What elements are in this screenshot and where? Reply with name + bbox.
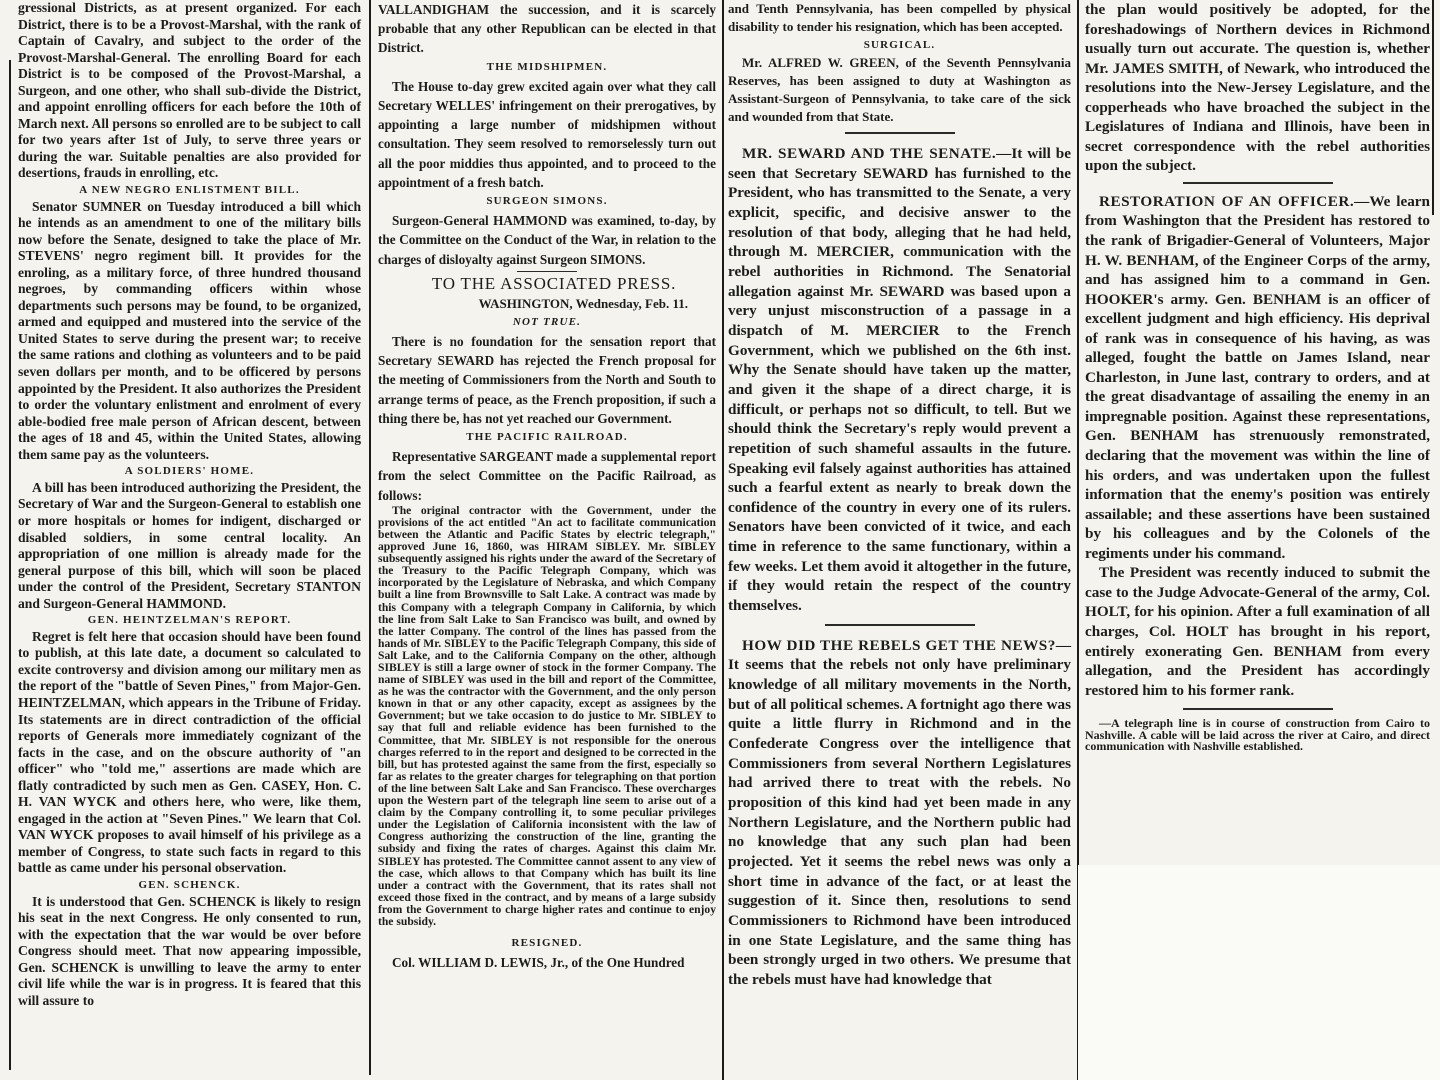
article-paragraph: The House to-day grew excited again over what they call Secretary WELLES' infringement on their prerogatives, by appointing a large number of midshipmen without consultation. They seem resolved to remorselessly turn out all the poor middies thus appointed, and to proceed to the appointment of a fresh batch. [378, 78, 716, 190]
column-rule [369, 0, 371, 1075]
article-paragraph: Col. WILLIAM D. LEWIS, Jr., of the One Hundred [392, 955, 685, 971]
article-heading: A SOLDIERS' HOME. [124, 465, 255, 478]
blank-paper-area [1078, 865, 1440, 1080]
column-4 [1085, 0, 1430, 753]
article-paragraph [1085, 192, 1430, 563]
article-heading: THE PACIFIC RAILROAD. [466, 430, 628, 443]
article-paragraph: The original contractor with the Government, under the provisions of the act entitled "An act to facilitate communication between the Atlantic and Pacific States by electric telegraph," approved June 16, 1860, was HIRAM SIBLEY. Mr. SIBLEY subsequently assigned his rights under the award of the Secretary of the Treasury to the Pacific Telegraph Company, which was incorporated by the Legislature of Nebraska, and which Company built a line from Brownsville to Salt Lake. A contract was made by this Company with a telegraph Company in California, by which the line from Salt Lake to San Francisco was built, and owned by the latter Company. The control of the lines has passed from the hands of Mr. SIBLEY to the Pacific Telegraph Company, this side of Salt Lake, and to the California Company on the other, although SIBLEY is still a large owner of stock in the former Company. The name of SIBLEY was used in the bill and report of the Committee, as he was the contractor with the Government, and the only person known in that or any other capacity, except as assignees by the Government; but we take occasion to do justice to Mr. SIBLEY to say that full and reliable evidence has been furnished to the Committee, that Mr. SIBLEY is not responsible for the onerous charges referred to in the report and designed to be corrected in the bill, but has protested against the same from the first, especially so far as relates to the greater charges for telegraphing on that portion of the line between Salt Lake and San Francisco. These overcharges upon the Western part of the telegraph line seem to arise out of a claim by the Company controlling it, to some peculiar privileges under the Legislation of California inconsistent with the law of Congress authorizing the construction of the line, granting the subsidy and fixing the rates of charges. Against this claim Mr. SIBLEY has protested. The Committee cannot assent to any view of the case, which allows to that Company which has built its line under a contract with the Government, that its rates shall not exceed those fixed in the contract, and by means of a large subsidy from the Government to charge higher rates and continue to enjoy the subsidy. [378, 503, 716, 928]
article-paragraph: the plan would positively be adopted, for the foreshadowings of Northern devices in Richmond usually turn out accurate. The question is, whether Mr. JAMES SMITH, of Newark, who introduced the resolutions into the New-Jersey Legislature, and the copperheads who have broached the subject in the Legislatures of Indiana and Illinois, have been in secret correspondence with the rebel authorities upon the subject. [1085, 1, 1430, 175]
article-paragraph: and Tenth Pennsylvania, has been compelled by physical disability to tender his resignation, which has been accepted. [728, 1, 1071, 34]
section-title: TO THE ASSOCIATED PRESS. [431, 274, 677, 294]
article-paragraph: gressional Districts, as at present organized. For each District, there is to be a Provost-Marshal, with the rank of Captain of Cavalry, and subject to the order of the Provost-Marshal-General. The enrolling Board for each District is to be composed of the Provost-Marshal, a Surgeon, and one other, who shall sub-divide the District, and appoint enrolling officers for each before the 10th of March next. All persons so enrolled are to be subject to call for two years after 1st of July, to serve three years or during the war. Suitable penalties are also provided for desertions, frauds in enrolling, etc. [18, 0, 361, 181]
article-heading: THE MIDSHIPMEN. [486, 60, 608, 73]
divider-rule [1183, 708, 1333, 710]
article-paragraph: It is understood that Gen. SCHENCK is likely to resign his seat in the next Congress. He only consented to run, with the expectation that the war would be over before Congress should meet. That now appearing impossible, Gen. SCHENCK is unwilling to leave the army to enter civil life while the war is in progress. It is feared that this will assure to [18, 893, 361, 1008]
article-heading: SURGICAL. [863, 39, 936, 51]
article-block [728, 0, 1071, 126]
article-lead: HOW DID THE REBELS GET THE NEWS? [742, 636, 1056, 654]
article-paragraph: —A telegraph line is in course of construction from Cairo to Nashville. A cable will be laid across the river at Cairo, and direct communication with Nashville established. [1085, 716, 1430, 754]
article-paragraph: The President was recently induced to submit the case to the Judge Advocate-General of the army, Col. HOLT, for his opinion. After a full examination of all charges, Col. HOLT has brought in his report, entirely exonerating Gen. BENHAM from every allegation, and the President has accordingly restored him to his former rank. [1085, 564, 1430, 699]
article-paragraph: Regret is felt here that occasion should have been found to publish, at this late date, a document so calculated to excite controversy and division among our military men as the report of the "battle of Seven Pines," from Major-Gen. HEINTZELMAN, which appears in the Tribune of Friday. Its statements are in direct contradiction of the official reports of Generals more immediately cognizant of the facts in the case, and on the obscure authority of "an officer" who "told me," assertions are made which are flatly contradicted by such men as Gen. CASEY, Hon. C. H. VAN WYCK and others here, who were, like them, engaged in the action at "Seven Pines." We learn that Col. VAN WYCK proposes to avail himself of his privilege as a member of Congress, to state such facts in regard to this battle as came under his personal observation. [18, 628, 361, 876]
column-1 [18, 0, 361, 1009]
article-paragraph: There is no foundation for the sensation report that Secretary SEWARD has rejected the French proposal for the meeting of Commissioners from the North and South to arrange terms of peace, as the French proposition, if such a thing there be, has not yet reached our Government. [378, 333, 716, 426]
column-rule [9, 60, 11, 1070]
article-paragraph [728, 636, 1071, 990]
dateline: WASHINGTON, Wednesday, Feb. 11. [478, 295, 688, 311]
article-paragraph: Surgeon-General HAMMOND was examined, to-day, by the Committee on the Conduct of the War, in relation to the charges of disloyalty against Surgeon SIMONS. [378, 213, 716, 267]
article-paragraph: VALLANDIGHAM the succession, and it is scarcely probable that any other Republican can be elected in that District. [378, 2, 716, 56]
article-paragraph: A bill has been introduced authorizing the President, the Secretary of War and the Surgeon-General to establish one or more hospitals or homes for indigent, discharged or disabled soldiers, in some central locality. An appropriation of one million is already made for the general purpose of this bill, which will soon be placed under the control of the President, Secretary STANTON and Surgeon-General HAMMOND. [18, 479, 361, 611]
divider-rule [825, 624, 975, 626]
column-rule [1432, 0, 1434, 215]
divider-rule [1183, 182, 1333, 184]
article-heading: A NEW NEGRO ENLISTMENT BILL. [79, 184, 300, 197]
article-body: —It seems that the rebels not only have preliminary knowledge of all military movements in the North, but of all political schemes. A fortnight ago there was quite a little flurry in Richmond and in the Confederate Congress over the intelligence that Commissioners from several Northern Legislatures had arrived there to treat with the rebels. No proposition of this kind had yet been made in any Northern Legislature, and the Northern public had no knowledge that any such plan had been projected. Yet it seems the rebel news was only a short time in advance of the fact, or at least the suggestion of it. Since then, resolutions to send Commissioners to Richmond have been introduced in one State Legislature, and the same thing has been strongly urged in two others. We presume that the rebels must have had knowledge that [728, 636, 1071, 988]
column-3 [728, 0, 1071, 990]
article-paragraph [728, 144, 1071, 616]
article-paragraph: Senator SUMNER on Tuesday introduced a bill which he intends as an amendment to one of the military bills now before the Senate, designed to take the place of Mr. STEVENS' negro regiment bill. It provides for the enroling, as a military force, of three hundred thousand negroes, by commanding officers within whose departments such persons may be found, to be organized, armed and equipped and mustered into the service of the United States to serve during the present war; to receive the same rations and clothing as volunteers and to be paid seven dollars per month, and to be officered by persons appointed by the President. It also authorizes the President to order the voluntary enlistment and enrolment of every able-bodied free male person of African descent, between the ages of 18 and 45, within the United States, allowing them same pay as the volunteers. [18, 198, 361, 462]
article-body: —It will be seen that Secretary SEWARD has furnished to the President, who has transmitted to the Senate, a very explicit, specific, and decisive answer to the resolution of that body, alleging that he had held, through M. MERCIER, communication with the rebel authorities in Richmond. The Senatorial allegation against Mr. SEWARD was based upon a very unjust misconstruction of a passage in a dispatch of M. MERCIER to the French Government, which we published on the 6th inst. Why the Senate should have taken up the matter, and given it the shape of a direct charge, it is difficult, or perhaps not so difficult, to tell. But we should think the Secretary's reply would prevent a repetition of such shameful assaults in the future. Speaking evil falsely against authorities has attained such a fearful extent as nearly to break down the confidence of the country in every one of its rulers. Senators have been convicted of it twice, and each time in reference to the same functionary, within a few weeks. Let them avoid it altogether in the future, if they would retain the respect of the country themselves. [728, 145, 1071, 615]
divider-rule [517, 271, 577, 273]
article-paragraph: Representative SARGEANT made a supplemental report from the select Committee on the Pacific Railroad, as follows: [378, 449, 716, 503]
article-body: —We learn from Washington that the President has restored to the rank of Brigadier-General of Volunteers, Major H. W. BENHAM, of the Engineer Corps of the army, and has assigned him to a command in Gen. HOOKER's army. Gen. BENHAM is an officer of excellent judgment and high efficiency. His deprival of rank was in consequence of his having, as was alleged, fought the battle on James Island, near Charleston, in June last, contrary to orders, and at the great disadvantage of assailing the enemy in an impregnable position. Against these representations, Gen. BENHAM has strenuously remonstrated, declaring that the movement was within the line of his orders, and was undertaken upon the fullest information that the enemy's position was entirely assailable; and these assertions have been sustained by his colleagues and by the Colonels of the regiments under his command. [1085, 192, 1430, 562]
column-rule [722, 0, 724, 1080]
article-heading: GEN. HEINTZELMAN'S REPORT. [87, 614, 292, 627]
divider-rule [845, 132, 955, 134]
article-lead: MR. SEWARD AND THE SENATE. [742, 145, 997, 162]
article-paragraph: Mr. ALFRED W. GREEN, of the Seventh Pennsylvania Reserves, has been assigned to duty at Washington as Assistant-Surgeon of Pennsylvania, to take care of the sick and wounded from that State. [728, 55, 1071, 124]
article-heading: RESIGNED. [511, 937, 583, 950]
article-heading: SURGEON SIMONS. [486, 195, 608, 208]
article-heading: NOT TRUE. [512, 315, 582, 328]
column-2 [378, 0, 716, 972]
article-heading: GEN. SCHENCK. [138, 878, 241, 891]
article-lead: RESTORATION OF AN OFFICER. [1099, 192, 1355, 210]
